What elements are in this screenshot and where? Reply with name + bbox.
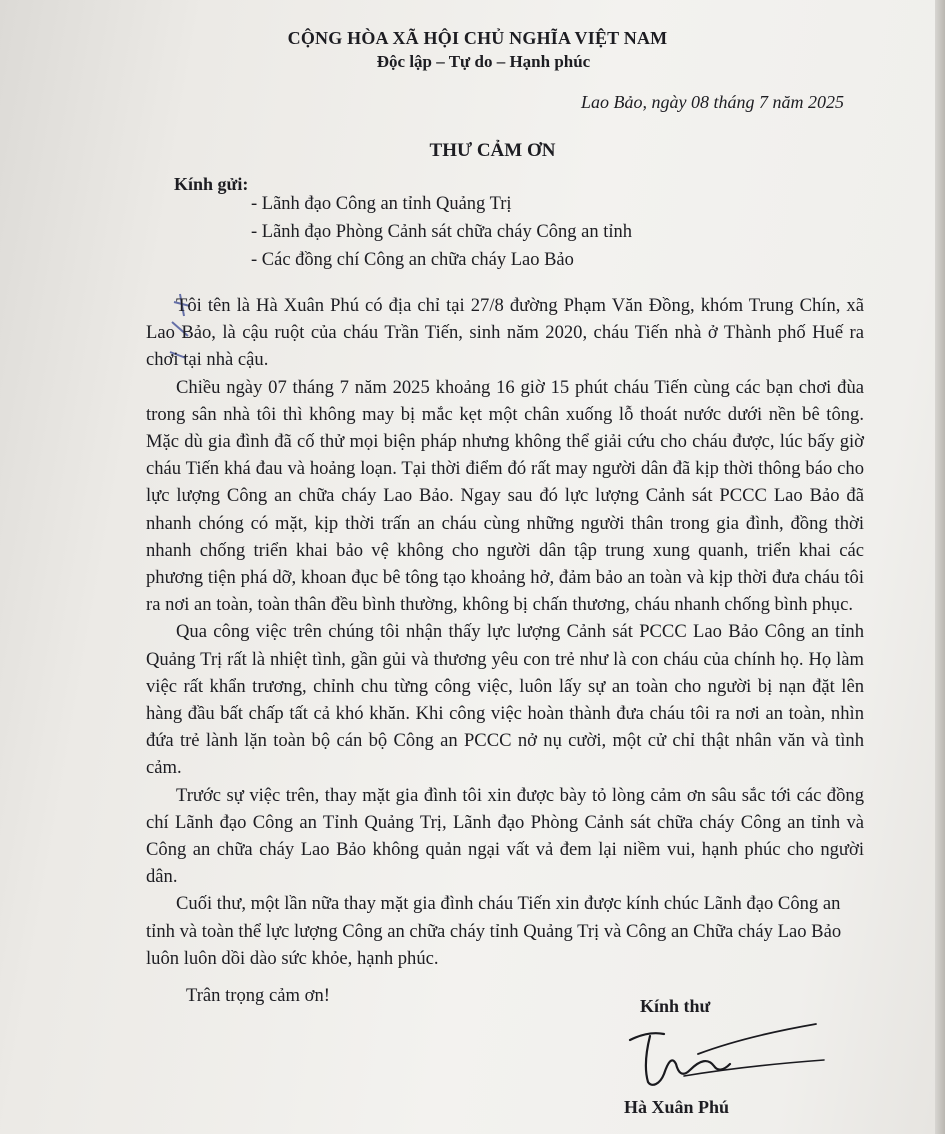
body-paragraph: Tôi tên là Hà Xuân Phú có địa chỉ tại 27/8 đường Phạm Văn Đồng, khóm Trung Chín, xã Lao Bảo, là cậu ruột của cháu Trần Tiến, sinh năm 2020, cháu Tiến nhà ở Thành phố Huế ra chơi tại nhà cậu. bbox=[146, 295, 864, 371]
body-paragraph: Cuối thư, một lần nữa thay mặt gia đình cháu Tiến xin được kính chúc Lãnh đạo Công an tỉnh và toàn thể lực lượng Công an chữa cháy tỉnh Quảng Trị và Công an Chữa cháy Lao Bảo luôn luôn dồi dào sức khỏe, hạnh phúc. bbox=[146, 893, 842, 969]
letter-body bbox=[146, 292, 864, 972]
recipient-item: - Lãnh đạo Công an tỉnh Quảng Trị bbox=[251, 194, 512, 214]
national-motto: Độc lập – Tự do – Hạnh phúc bbox=[376, 52, 591, 71]
body-paragraph: Chiều ngày 07 tháng 7 năm 2025 khoảng 16 giờ 15 phút cháu Tiến cùng các bạn chơi đùa trong sân nhà tôi thì không may bị mắc kẹt một chân xuống lỗ thoát nước dưới nền bê tông. Mặc dù gia đình đã cố thử mọi biện pháp nhưng không thể giải cứu cho cháu được, lúc bấy giờ cháu Tiến khá đau và hoảng loạn. Tại thời điểm đó rất may người dân đã kịp thời thông báo cho lực lượng Công an chữa cháy Lao Bảo. Ngay sau đó lực lượng Cảnh sát PCCC Lao Bảo đã nhanh chóng có mặt, kịp thời trấn an cháu cùng những người thân trong gia đình, đồng thời nhanh chống triển khai bảo vệ không cho người dân tập trung xung quanh, triển khai các phương tiện phá dỡ, khoan đục bê tông tạo khoảng hở, đảm bảo an toàn và kịp thời đưa cháu tôi ra nơi an toàn, toàn thân đều bình thường, không bị chấn thương, cháu nhanh chống bình phục. bbox=[146, 376, 864, 616]
handwritten-signature bbox=[620, 1018, 830, 1098]
closing-thanks: Trân trọng cảm ơn! bbox=[186, 985, 330, 1006]
country-name: CỘNG HÒA XÃ HỘI CHỦ NGHĨA VIỆT NAM bbox=[287, 28, 668, 48]
date-line: Lao Bảo, ngày 08 tháng 7 năm 2025 bbox=[581, 92, 844, 112]
recipient-list bbox=[251, 190, 632, 274]
body-paragraph: Qua công việc trên chúng tôi nhận thấy lực lượng Cảnh sát PCCC Lao Bảo Công an tỉnh Quảng Trị rất là nhiệt tình, gần gủi và thương yêu con trẻ như là con cháu của chính họ. Họ làm việc rất khẩn trương, chỉnh chu từng công việc, luôn lấy sự an toàn cho người bị nạn đặt lên hàng đầu bất chấp tất cả khó khăn. Khi công việc hoàn thành đưa cháu tôi ra nơi an toàn, nhìn đứa trẻ lành lặn toàn bộ cán bộ Công an PCCC nở nụ cười, một cử chỉ thật nhân văn và tình cảm. bbox=[146, 621, 864, 779]
paper-edge bbox=[935, 0, 945, 1134]
signer-name: Hà Xuân Phú bbox=[624, 1097, 730, 1117]
recipient-item: - Lãnh đạo Phòng Cảnh sát chữa cháy Công an tỉnh bbox=[251, 222, 632, 242]
salutation: Kính gửi: bbox=[174, 174, 249, 194]
recipient-item: - Các đồng chí Công an chữa cháy Lao Bảo bbox=[251, 250, 574, 270]
national-header bbox=[0, 28, 945, 72]
letter-title: THƯ CẢM ƠN bbox=[429, 140, 556, 161]
sign-off: Kính thư bbox=[640, 996, 711, 1016]
body-paragraph: Trước sự việc trên, thay mặt gia đình tôi xin được bày tỏ lòng cảm ơn sâu sắc tới các đồng chí Lãnh đạo Công an Tỉnh Quảng Trị, Lãnh đạo Phòng Cảnh sát chữa cháy Công an tỉnh và Công an chữa cháy Lao Bảo không quản ngại vất vả đem lại niềm vui, hạnh phúc cho người dân. bbox=[146, 784, 864, 888]
